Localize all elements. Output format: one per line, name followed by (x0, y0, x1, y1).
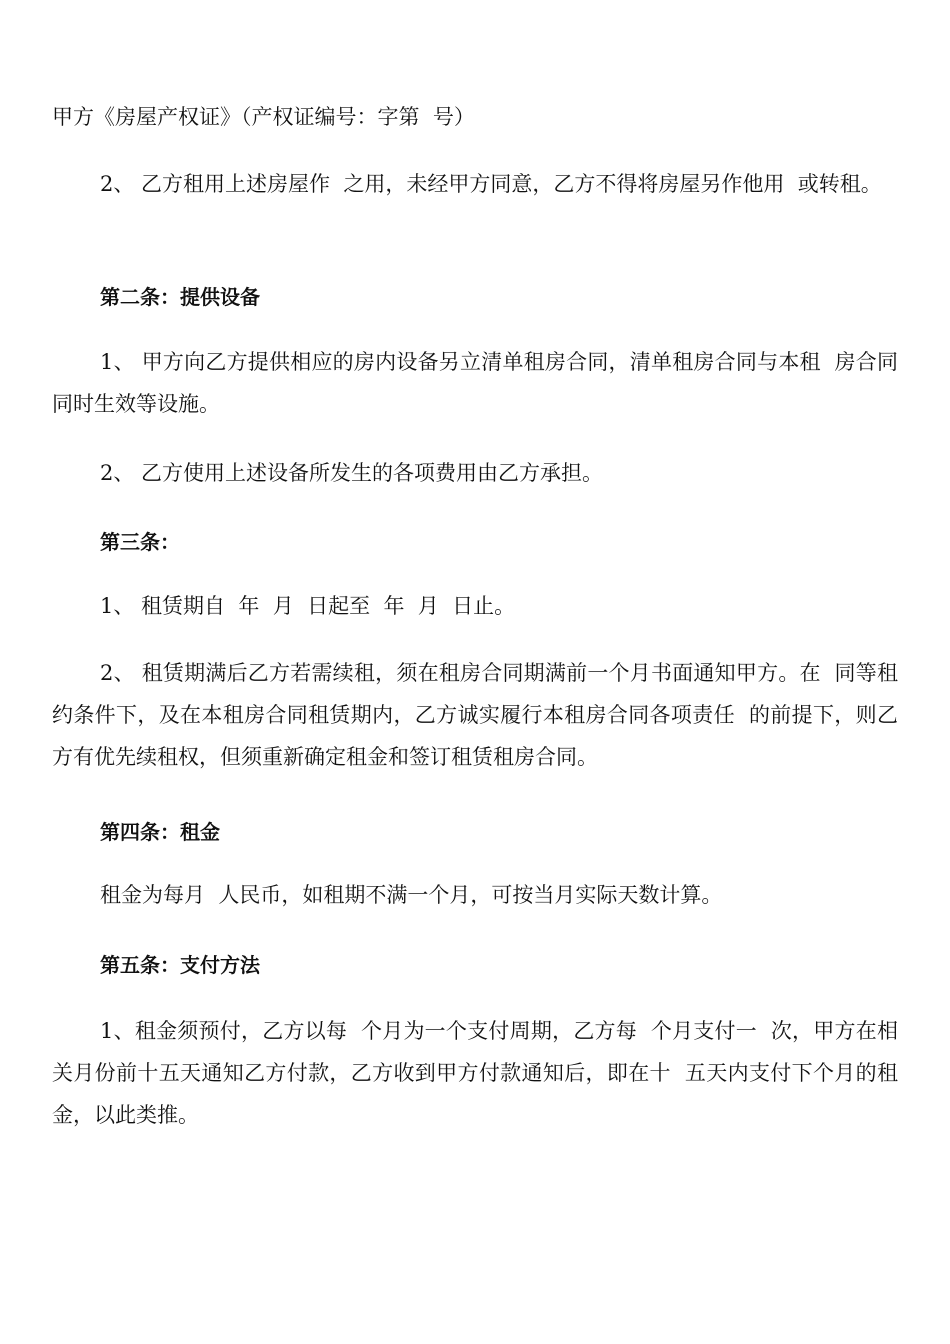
paragraph-equipment-list: 1、 甲方向乙方提供相应的房内设备另立清单租房合同，清单租房合同与本租 房合同同时生效等设施。 (52, 350, 898, 416)
heading-article-4: 第四条：租金 (100, 820, 220, 844)
heading-article-3: 第三条： (100, 530, 180, 554)
paragraph-equipment-fees: 2、 乙方使用上述设备所发生的各项费用由乙方承担。 (100, 461, 604, 485)
paragraph-property-certificate: 甲方《房屋产权证》（产权证编号：字第 号） (52, 105, 475, 129)
paragraph-payment-method: 1、租金须预付，乙方以每 个月为一个支付周期，乙方每 个月支付一 次，甲方在相关月份前十五天通知乙方付款，乙方收到甲方付款通知后，即在十 五天内支付下个月的租金，以此类推。 (52, 1019, 898, 1127)
heading-article-5: 第五条：支付方法 (100, 953, 260, 977)
paragraph-usage-clause: 2、 乙方租用上述房屋作 之用，未经甲方同意，乙方不得将房屋另作他用 或转租。 (100, 172, 882, 196)
paragraph-rent-amount: 租金为每月 人民币，如租期不满一个月，可按当月实际天数计算。 (100, 883, 723, 907)
paragraph-lease-term: 1、 租赁期自 年 月 日起至 年 月 日止。 (100, 594, 516, 618)
heading-article-2: 第二条：提供设备 (100, 285, 260, 309)
paragraph-lease-renewal: 2、 租赁期满后乙方若需续租，须在租房合同期满前一个月书面通知甲方。在 同等租约条件下，及在本租房合同租赁期内，乙方诚实履行本租房合同各项责任 的前提下，则乙方有优先续租权，但须重新确定租金和签订租赁租房合同。 (52, 661, 898, 769)
